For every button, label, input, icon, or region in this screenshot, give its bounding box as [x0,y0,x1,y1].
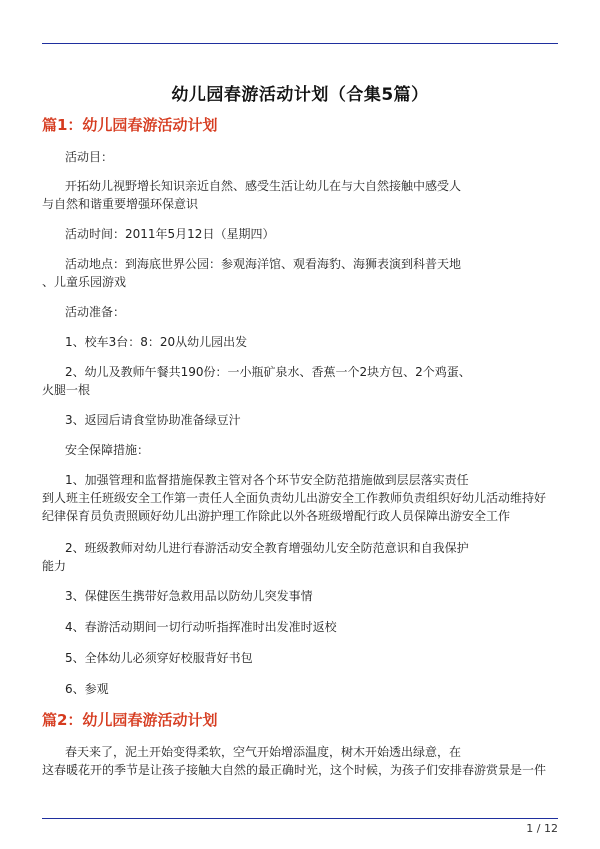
paragraph-line: 、儿童乐园游戏 [42,275,127,289]
section-2-heading: 篇2：幼儿园春游活动计划 [42,711,218,729]
paragraph-line: 能力 [42,559,67,573]
paragraph-line: 6、参观 [65,682,109,696]
paragraph-line: 火腿一根 [42,383,91,397]
paragraph-line: 2、幼儿及教师午餐共190份：一小瓶矿泉水、香蕉一个2块方包、2个鸡蛋、 [65,365,471,379]
paragraph-line: 这春暖花开的季节是让孩子接触大自然的最正确时光，这个时候，为孩子们安排春游赏景是一件 [42,763,547,777]
paragraph-line: 安全保障措施： [65,443,150,457]
header-rule [42,43,558,44]
paragraph-line: 活动地点：到海底世界公园：参观海洋馆、观看海豹、海狮表演到科普天地 [65,257,462,271]
paragraph-line: 1、校车3台：8：20从幼儿园出发 [65,335,248,349]
page-number: 1 / 12 [526,822,558,835]
paragraph-line: 3、保健医生携带好急救用品以防幼儿突发事情 [65,589,313,603]
paragraph-line: 与自然和谐重要增强环保意识 [42,197,199,211]
paragraph-line: 1、加强管理和监督措施保教主管对各个环节安全防范措施做到层层落实责任 [65,473,469,487]
footer-rule [42,818,558,819]
paragraph-line: 4、春游活动期间一切行动听指挥准时出发准时返校 [65,620,337,634]
section-1-heading: 篇1：幼儿园春游活动计划 [42,116,218,134]
paragraph-line: 活动准备： [65,305,126,319]
paragraph-line: 到人班主任班级安全工作第一责任人全面负责幼儿出游安全工作教师负责组织好幼儿活动维持好 [42,491,547,505]
paragraph-line: 3、返园后请食堂协助准备绿豆汁 [65,413,241,427]
paragraph-line: 纪律保育员负责照顾好幼儿出游护理工作除此以外各班级增配行政人员保障出游安全工作 [42,509,511,523]
paragraph-line: 5、全体幼儿必须穿好校服背好书包 [65,651,253,665]
paragraph-line: 开拓幼儿视野增长知识亲近自然、感受生活让幼儿在与大自然接触中感受人 [65,179,462,193]
paragraph-line: 活动目： [65,150,114,164]
paragraph-line: 活动时间：2011年5月12日（星期四） [65,227,275,241]
paragraph-line: 春天来了，泥土开始变得柔软，空气开始增添温度，树木开始透出绿意，在 [65,745,462,759]
document-title: 幼儿园春游活动计划（合集5篇） [171,85,429,105]
paragraph-line: 2、班级教师对幼儿进行春游活动安全教育增强幼儿安全防范意识和自我保护 [65,541,469,555]
